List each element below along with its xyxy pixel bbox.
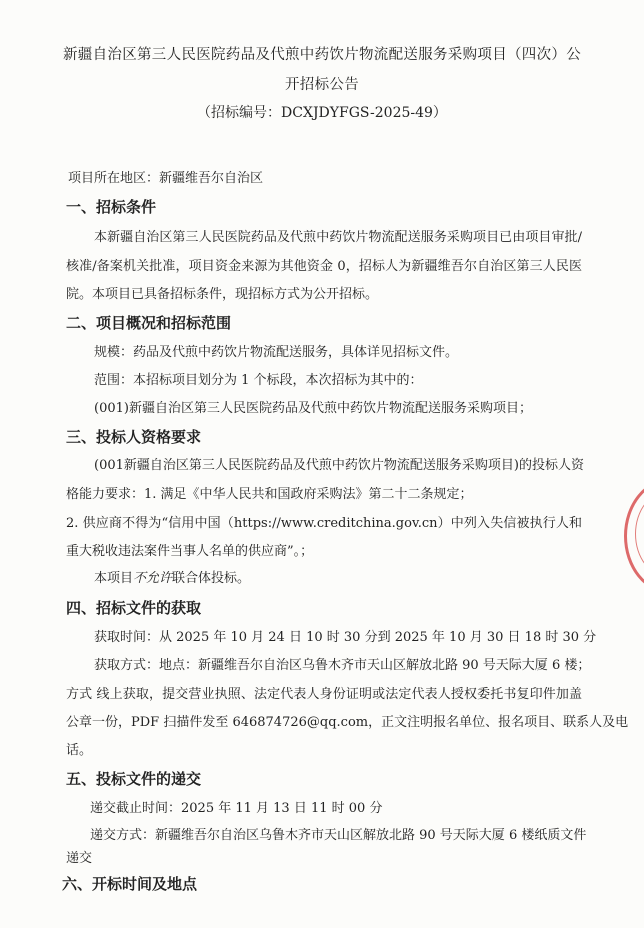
project-region: 项目所在地区：新疆维吾尔自治区	[68, 171, 264, 186]
official-seal-inner-ring	[635, 491, 644, 577]
section-heading-5: 五、投标文件的递交	[66, 770, 202, 788]
qualification-line-1: (001新疆自治区第三人民医院药品及代煎中药饮片物流配送服务采购项目)的投标人资	[94, 458, 584, 473]
qualification-line-3: 2. 供应商不得为“信用中国（https://www.creditchina.gov.cn）中列入失信被执行人和	[66, 516, 582, 531]
document-obtain-method-line-1: 获取方式：地点：新疆维吾尔自治区乌鲁木齐市天山区解放北路 90 号天际大厦 6 楼；	[94, 658, 591, 673]
project-scale: 规模：药品及代煎中药饮片物流配送服务，具体详见招标文件。	[94, 345, 459, 360]
official-seal	[624, 478, 644, 594]
section-heading-6: 六、开标时间及地点	[62, 875, 198, 893]
qualification-line-4: 重大税收违法案件当事人名单的供应商”。；	[66, 544, 314, 559]
document-title-line-2: 开招标公告	[285, 77, 359, 93]
document-obtain-method-line-2: 方式 线上获取，提交营业执照、法定代表人身份证明或法定代表人授权委托书复印件加盖	[66, 687, 582, 702]
document-obtain-time: 获取时间：从 2025 年 10 月 24 日 10 时 30 分到 2025 年 10 月 30 日 18 时 30 分	[94, 630, 597, 645]
section-heading-4: 四、招标文件的获取	[66, 599, 202, 617]
project-lot: (001)新疆自治区第三人民医院药品及代煎中药饮片物流配送服务采购项目；	[94, 401, 532, 416]
bid-submission-method-line-2: 递交	[66, 851, 93, 866]
consortium-notice-prefix: 本项目	[94, 571, 134, 586]
consortium-notice-emphasis: 不允许	[133, 571, 173, 586]
qualification-line-2: 格能力要求：1. 满足《中华人民共和国政府采购法》第二十二条规定；	[66, 487, 473, 502]
consortium-notice	[94, 568, 250, 590]
bid-submission-method-line-1: 递交方式：新疆维吾尔自治区乌鲁木齐市天山区解放北路 90 号天际大厦 6 楼纸质文件	[90, 828, 587, 843]
project-scope: 范围：本招标项目划分为 1 个标段，本次招标为其中的：	[94, 373, 423, 388]
document-obtain-method-line-3: 公章一份，PDF 扫描件发至 646874726@qq.com，正文注明报名单位、报名项目、联系人及电	[66, 715, 629, 730]
section-1-text-line-1: 本新疆自治区第三人民医院药品及代煎中药饮片物流配送服务采购项目已由项目审批/	[94, 230, 582, 245]
section-heading-1: 一、招标条件	[66, 198, 157, 216]
consortium-notice-suffix: 联合体投标。	[172, 571, 251, 586]
section-1-text-line-2: 核准/备案机关批准，项目资金来源为其他资金 0，招标人为新疆维吾尔自治区第三人民医	[66, 259, 582, 274]
tender-number: （招标编号：DCXJDYFGS-2025-49）	[197, 105, 447, 121]
section-heading-3: 三、投标人资格要求	[66, 428, 202, 446]
section-heading-2: 二、项目概况和招标范围	[66, 314, 232, 332]
document-obtain-method-line-4: 话。	[66, 743, 93, 758]
section-1-text-line-3: 院。本项目已具备招标条件，现招标方式为公开招标。	[66, 287, 379, 302]
document-title-line-1: 新疆自治区第三人民医院药品及代煎中药饮片物流配送服务采购项目（四次）公	[63, 47, 581, 63]
bid-deadline: 递交截止时间：2025 年 11 月 13 日 11 时 00 分	[90, 801, 383, 816]
